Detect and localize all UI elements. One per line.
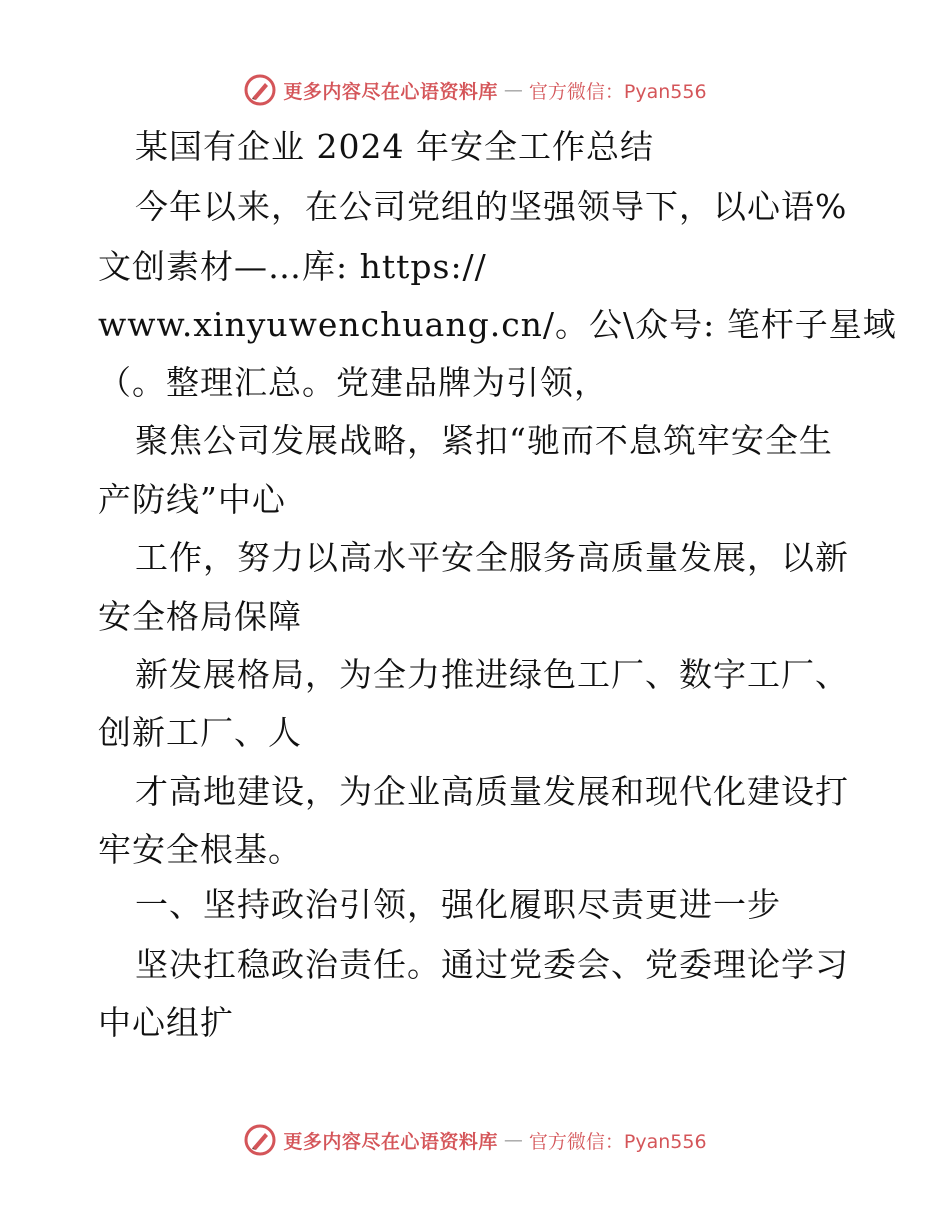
paragraph-line: 才高地建设，为企业高质量发展和现代化建设打 (135, 772, 849, 811)
watermark-text: 更多内容尽在心语资料库 (283, 80, 498, 103)
document-title: 某国有企业 2024 年安全工作总结 (135, 127, 654, 166)
paragraph-line: （。整理汇总。党建品牌为引领， (98, 363, 608, 402)
watermark-contact: 官方微信：Pyan556 (528, 80, 707, 103)
paragraph-line: 牢安全根基。 (98, 830, 302, 869)
paragraph-line: 坚决扛稳政治责任。通过党委会、党委理论学习 (135, 945, 849, 984)
paragraph-line: 今年以来，在公司党组的坚强领导下，以心语% (135, 187, 848, 226)
paragraph-line: 聚焦公司发展战略，紧扣“驰而不息筑牢安全生 (135, 421, 833, 460)
paragraph-line: 中心组扩 (98, 1003, 234, 1042)
paragraph-line: 安全格局保障 (98, 597, 302, 636)
pen-circle-icon (243, 1123, 277, 1157)
watermark-dash: — (503, 1129, 523, 1151)
paragraph-line: 新发展格局，为全力推进绿色工厂、数字工厂、 (135, 655, 849, 694)
paragraph-line: 文创素材—…库: https:// (98, 247, 487, 286)
paragraph-line: 工作，努力以高水平安全服务高质量发展，以新 (135, 538, 849, 577)
paragraph-line: 创新工厂、人 (98, 713, 302, 752)
paragraph-line: 产防线”中心 (98, 480, 286, 519)
footer-watermark (0, 1120, 950, 1160)
section-heading: 一、坚持政治引领，强化履职尽责更进一步 (135, 885, 781, 924)
watermark-dash: — (503, 79, 523, 101)
paragraph-line: www.xinyuwenchuang.cn/。公\众号: 笔杆子星域 (98, 305, 897, 344)
watermark-contact: 官方微信：Pyan556 (528, 1130, 707, 1153)
watermark-text: 更多内容尽在心语资料库 (283, 1130, 498, 1153)
